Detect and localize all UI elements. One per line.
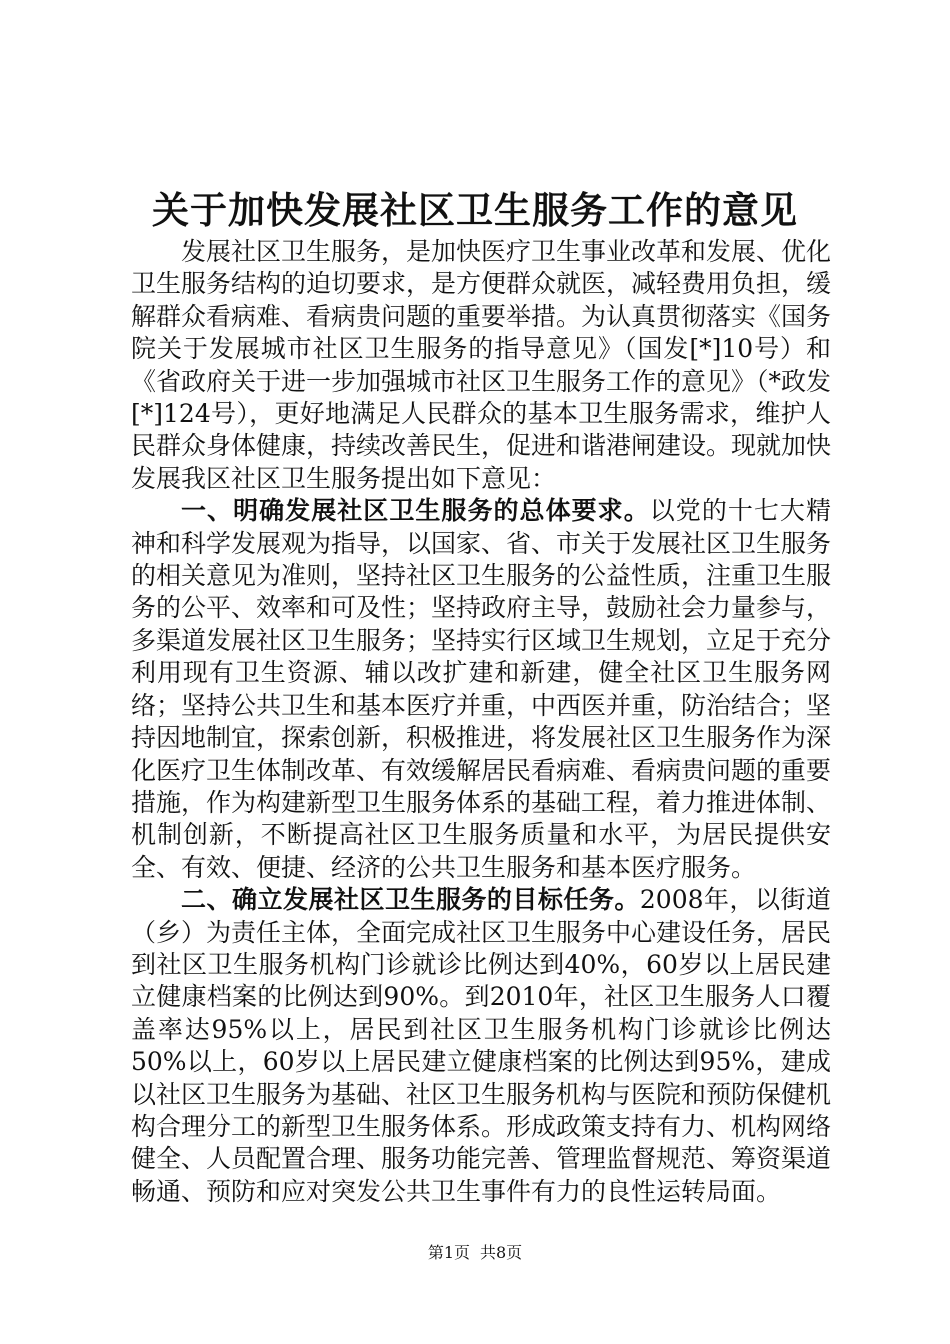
paragraph-text: 发展社区卫生服务，是加快医疗卫生事业改革和发展、优化卫生服务结构的迫切要求，是方便群众就医，减轻费用负担，缓解群众看病难、看病贵问题的重要举措。为认真贯彻落实《国务院关于发展城市社区卫生服务的指导意见》（国发[*]10号）和《省政府关于进一步加强城市社区卫生服务工作的意见》（*政发[*]124号），更好地满足人民群众的基本卫生服务需求，维护人民群众身体健康，持续改善民生，促进和谐港闸建设。现就加快发展我区社区卫生服务提出如下意见： (131, 237, 832, 493)
paragraph-text: 2008年，以街道（乡）为责任主体，全面完成社区卫生服务中心建设任务，居民到社区卫生服务机构门诊就诊比例达到40%，60岁以上居民建立健康档案的比例达到90%。到2010年，社区卫生服务人口覆盖率达95%以上，居民到社区卫生服务机构门诊就诊比例达50%以上，60岁以上居民建立健康档案的比例达到95%，建成以社区卫生服务为基础、社区卫生服务机构与医院和预防保健机构合理分工的新型卫生服务体系。形成政策支持有力、机构网络健全、人员配置合理、服务功能完善、管理监督规范、筹资渠道畅通、预防和应对突发公共卫生事件有力的良性运转局面。 (131, 885, 832, 1206)
paragraph-text: 以党的十七大精神和科学发展观为指导，以国家、省、市关于发展社区卫生服务的相关意见为准则，坚持社区卫生服务的公益性质，注重卫生服务的公平、效率和可及性；坚持政府主导，鼓励社会力量参与，多渠道发展社区卫生服务；坚持实行区域卫生规划，立足于充分利用现有卫生资源、辅以改扩建和新建，健全社区卫生服务网络；坚持公共卫生和基本医疗并重，中西医并重，防治结合；坚持因地制宜，探索创新，积极推进，将发展社区卫生服务作为深化医疗卫生体制改革、有效缓解居民看病难、看病贵问题的重要措施，作为构建新型卫生服务体系的基础工程，着力推进体制、机制创新，不断提高社区卫生服务质量和水平，为居民提供安全、有效、便捷、经济的公共卫生服务和基本医疗服务。 (131, 496, 832, 882)
paragraph-section-1 (131, 495, 831, 884)
page-total: 共8页 (480, 1243, 523, 1262)
document-body (131, 236, 831, 1208)
page-number: 第1页 (427, 1243, 470, 1262)
paragraph-section-2 (131, 884, 831, 1208)
document-title: 关于加快发展社区卫生服务工作的意见 (152, 188, 798, 232)
section-heading: 二、确立发展社区卫生服务的目标任务。 (181, 885, 640, 915)
section-heading: 一、明确发展社区卫生服务的总体要求。 (181, 496, 650, 526)
page-footer (0, 1242, 950, 1264)
paragraph-intro (131, 236, 831, 495)
